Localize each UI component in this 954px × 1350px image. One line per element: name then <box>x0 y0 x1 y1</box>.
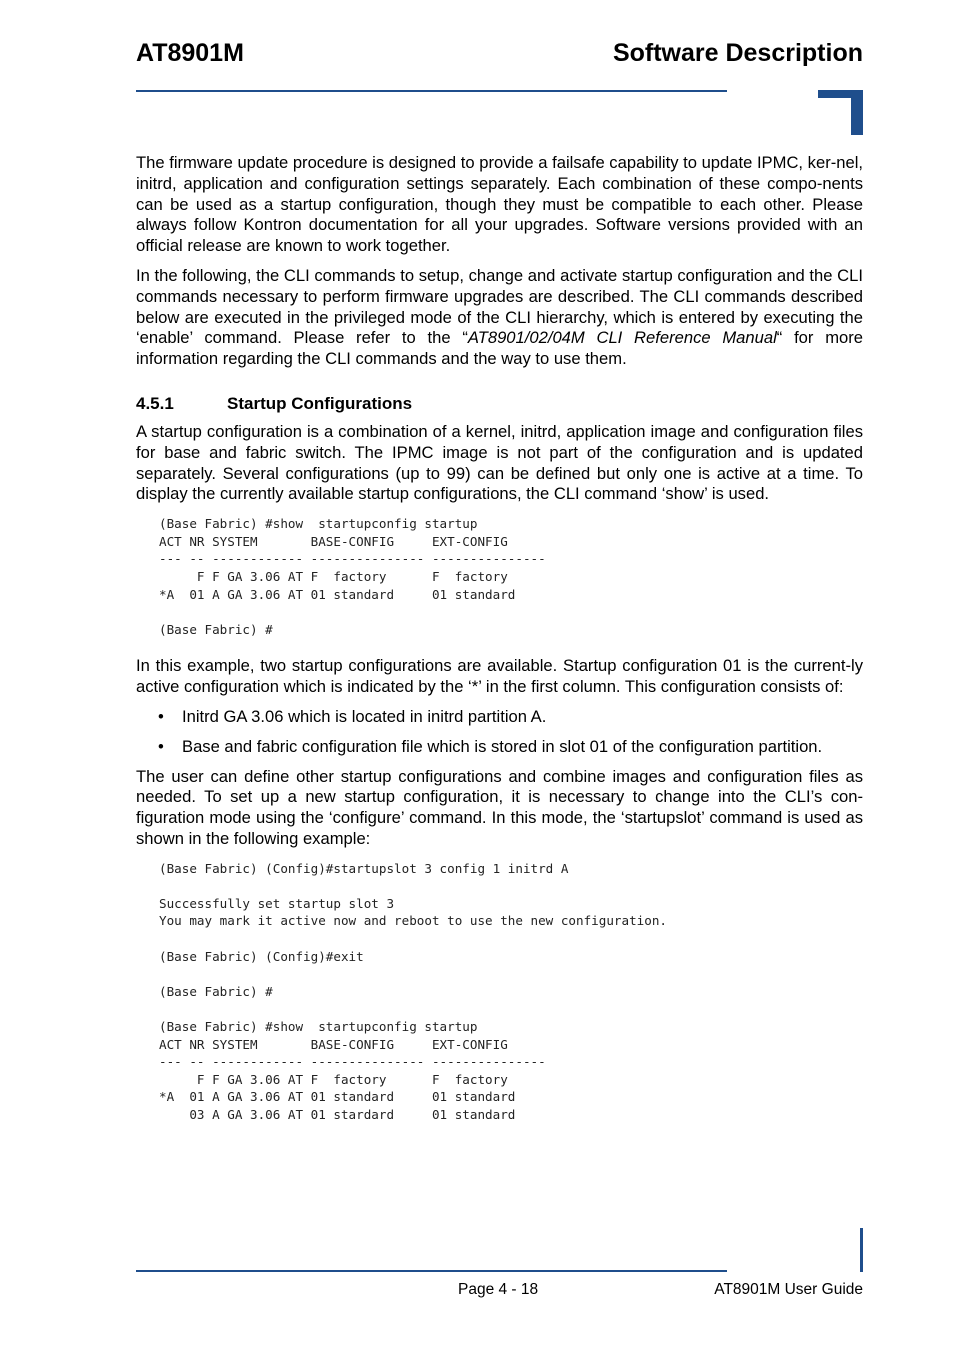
intro-paragraph-2-text: In the following, the CLI commands to setup, change and activate startup configuration and the CLI commands necessary to perform firmware upgrades are described. The CLI commands described below are executed in the privileged mode of the CLI hierarchy, which is entered by executing the ‘enable’ command. Please refer to the “ <box>136 265 863 348</box>
list-item <box>136 707 863 728</box>
list-item <box>136 737 863 758</box>
section-paragraph-3: The user can define other startup configurations and combine images and configuration files as needed. To set up a new startup configuration, it is necessary to change into the CLI’s con-figuration mode using the ‘configure’ command. In this mode, the ‘startupslot’ command is used as shown in the following example: <box>136 766 863 848</box>
bullet-icon: • <box>158 736 164 756</box>
header-rule <box>136 90 727 92</box>
header-corner-mark <box>818 90 863 135</box>
list-item-text: Base and fabric configuration file which is stored in slot 01 of the configuration partition. <box>182 736 823 756</box>
bullet-icon: • <box>158 706 164 726</box>
page-number: Page 4 - 18 <box>458 1281 539 1298</box>
footer-rule <box>136 1270 727 1272</box>
intro-paragraph-2 <box>136 266 863 370</box>
section-heading <box>136 393 863 415</box>
reference-manual-title: AT8901/02/04M CLI Reference Manual <box>467 328 777 348</box>
list-item-text: Initrd GA 3.06 which is located in initrd partition A. <box>182 706 547 726</box>
section-title: Startup Configurations <box>227 393 413 413</box>
section-paragraph-1: A startup configuration is a combination of a kernel, initrd, application image and configuration files for base and fabric switch. The IPMC image is not part of the configuration and is updated separately. Several configurations (up to 99) can be defined but only one is active at a time. To display the currently available startup configurations, the CLI command ‘show’ is used. <box>136 421 863 504</box>
intro-paragraph-1: The firmware update procedure is designed to provide a failsafe capability to update IPMC, ker-nel, initrd, application and configuration settings separately. Each combination of these compo-nents can be used as a startup configuration, though they must be compatible to each other. Please always follow Kontron documentation for all your upgrades. Software versions provided with an official release are known to work together. <box>136 153 863 256</box>
page-content <box>136 153 863 1142</box>
section-number: 4.5.1 <box>136 393 174 413</box>
section-paragraph-2: In this example, two startup configurations are available. Startup configuration 01 is the current-ly active configuration which is indicated by the ‘*’ in the first column. This configuration consists of: <box>136 656 863 697</box>
document-title: AT8901M <box>136 39 244 67</box>
code-block-startupslot: (Base Fabric) (Config)#startupslot 3 config 1 initrd A Successfully set startup slot 3 You may mark it active now and reboot to use the new configuration. (Base Fabric) (Config)#exit (Base Fabric) # (Base Fabric) #show startupconfig startup ACT NR SYSTEM BASE-CONFIG EXT-CONFIG --- -- ------------ --------------- --------------- F F GA 3.06 AT F factory F factory *A 01 A GA 3.06 AT 01 standard 01 standard 03 A GA 3.06 AT 01 stardard 01 standard <box>159 860 667 1122</box>
footer-corner-mark <box>860 1228 863 1272</box>
chapter-title: Software Description <box>612 39 863 67</box>
config-bullet-list <box>136 707 863 758</box>
intro-paragraph-2-tail: “ for more information regarding the CLI commands and the way to use them. <box>136 328 864 369</box>
footer-guide-title: AT8901M User Guide <box>714 1281 863 1298</box>
code-block-show-startup: (Base Fabric) #show startupconfig startup ACT NR SYSTEM BASE-CONFIG EXT-CONFIG --- -- ------------ --------------- --------------- F F GA 3.06 AT F factory F factory *A 01 A GA 3.06 AT 01 standard 01 standard (Base Fabric) # <box>159 516 546 637</box>
